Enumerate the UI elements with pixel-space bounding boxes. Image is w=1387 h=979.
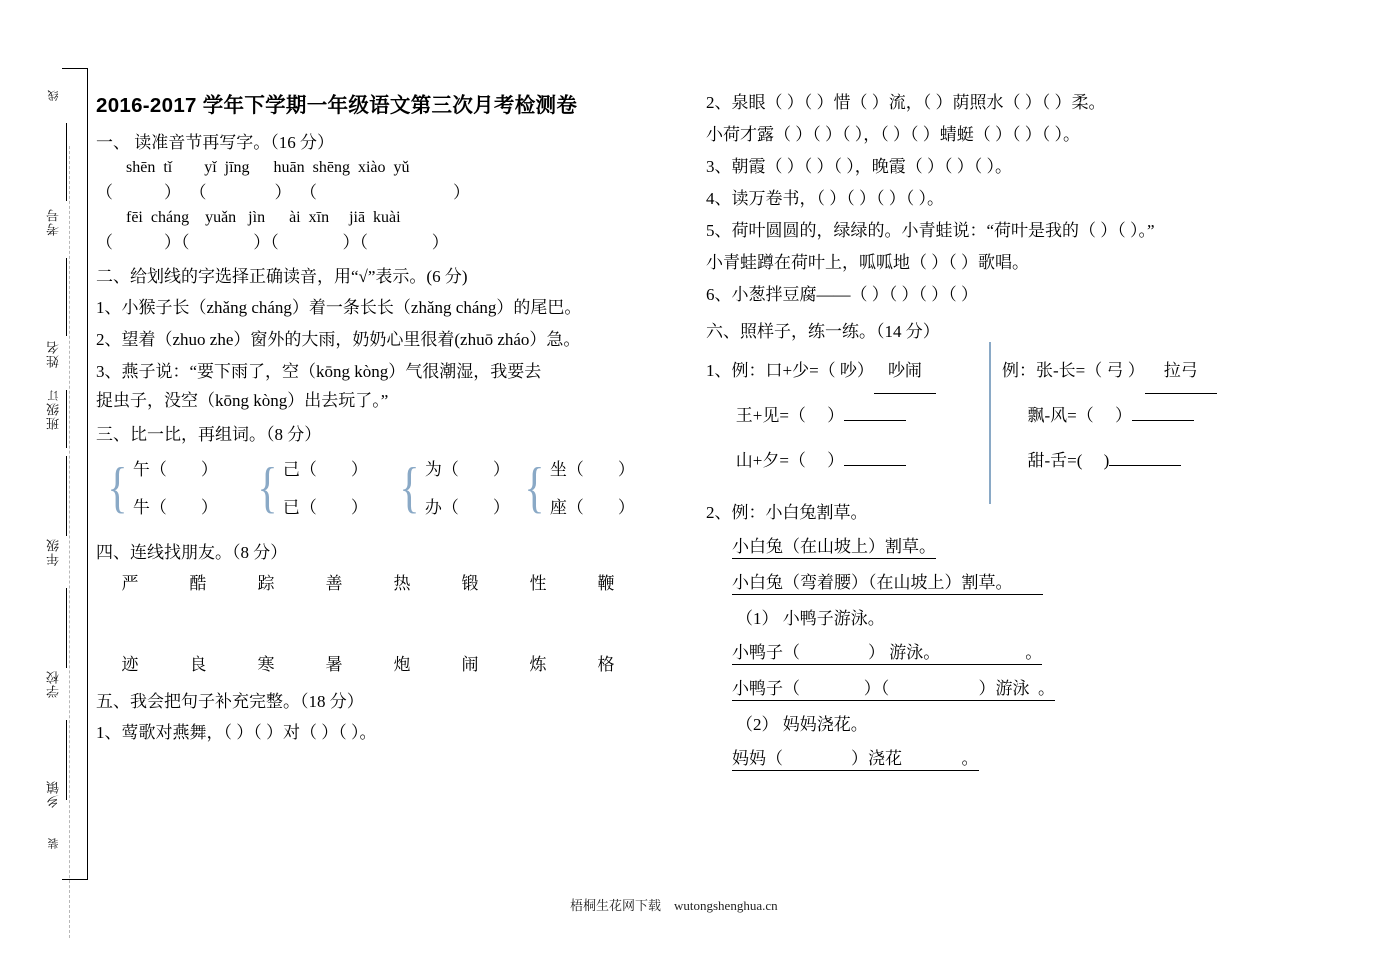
match-char[interactable]: 格 (597, 655, 615, 674)
match-char[interactable]: 炼 (529, 655, 547, 674)
section-5-item-2[interactable]: 2、泉眼（ ）（ ）惜（ ）流，（ ）荫照水（ ）（ ）柔。 (706, 93, 1106, 112)
section-5-item-5-cont[interactable]: 小青蛙蹲在荷叶上，呱呱地（ ）（ ）歌唱。 (706, 253, 1029, 272)
match-row-top[interactable] (96, 569, 676, 594)
char-math-row[interactable] (706, 438, 986, 483)
char-math-answer[interactable]: 拉弓 (1145, 348, 1217, 394)
brace-item-top[interactable]: 坐（ ） (549, 460, 635, 479)
section-4-heading: 四、连线找朋友。（8 分） (96, 543, 288, 562)
match-char[interactable]: 性 (529, 574, 547, 593)
char-math-answer-blank[interactable] (844, 449, 906, 466)
match-char[interactable]: 闹 (461, 655, 479, 674)
page-title: 2016-2017 学年下学期一年级语文第三次月考检测卷 (96, 94, 578, 117)
sub-question-1-blank-1[interactable] (706, 638, 1306, 665)
seal-rule-4 (66, 588, 67, 668)
char-math-row[interactable] (706, 348, 986, 393)
char-math-row[interactable] (706, 393, 986, 438)
seal-label-6: 学校 (46, 670, 61, 698)
section-5-item-1[interactable]: 1、莺歌对燕舞，（ ）（ ）对（ ）（ ）。 (96, 723, 377, 742)
brace-icon: { (399, 457, 420, 520)
brace-icon: { (524, 457, 545, 520)
brace-item-top[interactable]: 午（ ） (132, 460, 218, 479)
seal-label-7: 乡镇 (46, 780, 61, 808)
sentence-example-text: 小白兔（在山坡上）割草。 (732, 532, 936, 559)
section-5-item-4[interactable]: 4、读万卷书，（ ）（ ）（ ）（ ）。 (706, 189, 944, 208)
seal-dashed-line (69, 146, 70, 938)
section-5-heading: 五、我会把句子补充完整。（18 分） (96, 692, 364, 711)
seal-rule-5 (66, 720, 67, 800)
section-5-item-6[interactable]: 6、小葱拌豆腐——（ ）（ ）（ ）（ ） (706, 285, 978, 304)
section-1-heading: 一、 读准音节再写字。（16 分） (96, 133, 334, 152)
match-char[interactable]: 寒 (257, 655, 275, 674)
char-math-answer-blank[interactable] (1132, 404, 1194, 421)
match-char[interactable]: 酷 (189, 574, 207, 593)
char-math-left-col (706, 348, 986, 483)
sub-question-1-label: （1） 小鸭子游泳。 (736, 609, 885, 628)
seal-strip (18, 68, 88, 880)
brace-item-bottom[interactable]: 已（ ） (282, 498, 368, 517)
brace-item-top[interactable]: 己（ ） (282, 460, 368, 479)
match-char[interactable]: 踪 (257, 574, 275, 593)
answer-line[interactable]: 妈妈（ ）浇花 。 (732, 744, 979, 771)
char-math-answer[interactable]: 吵闹 (874, 348, 936, 394)
brace-item-bottom[interactable]: 牛（ ） (132, 498, 218, 517)
sub-question-2-blank-1[interactable] (706, 744, 1306, 771)
brace-item-bottom[interactable]: 办（ ） (424, 498, 510, 517)
char-math-prefix: 飘-风=（ ） (1002, 406, 1132, 425)
match-drawing-space[interactable] (96, 594, 676, 650)
seal-rule-0 (66, 123, 67, 201)
brace-item-top[interactable]: 为（ ） (424, 460, 510, 479)
char-math-prefix: 甜-舌=( ) (1002, 451, 1110, 470)
brace-group-2 (254, 451, 368, 527)
section-5-item-3[interactable]: 3、朝霞（ ）（ ）（ ），晚霞（ ）（ ）（ ）。 (706, 157, 1012, 176)
match-char[interactable]: 锻 (461, 574, 479, 593)
section-2-item-1[interactable]: 1、小猴子长（zhǎng cháng）着一条长长（zhǎng cháng）的尾巴。 (96, 298, 582, 317)
seal-label-3: 订 (48, 390, 60, 401)
match-row-bottom[interactable] (96, 650, 676, 675)
match-char[interactable]: 严 (121, 574, 139, 593)
char-math-answer-blank[interactable] (1109, 449, 1181, 466)
answer-brackets-row-1[interactable]: （ ） （ ） （ ） (96, 183, 470, 202)
section-2-item-3[interactable]: 3、燕子说：“要下雨了，空（kōng kòng）气很潮湿，我要去 (96, 362, 542, 381)
char-math-right-col (1002, 348, 1302, 483)
right-column (706, 88, 1306, 780)
vertical-divider (989, 342, 991, 504)
section-2-heading: 二、给划线的字选择正确读音，用“√”表示。(6 分) (96, 267, 468, 286)
char-math-prefix: 王+见=（ ） (706, 406, 845, 425)
brace-group-1 (104, 451, 218, 527)
pinyin-row-2: fēi cháng yuǎn jìn ài xīn jiā kuài (118, 209, 401, 226)
char-math-prefix: 1、例：口+少=（ 吵） (706, 361, 874, 380)
answer-line[interactable]: 小鸭子（ ）（ ）游泳 。 (732, 674, 1055, 701)
match-char[interactable]: 良 (189, 655, 207, 674)
brace-group-3 (396, 451, 510, 527)
seal-rule-2 (66, 390, 67, 448)
section-5-item-2-cont[interactable]: 小荷才露（ ）（ ）（ ），（ ）（ ）蜻蜓（ ）（ ）（ ）。 (706, 125, 1080, 144)
char-math-row[interactable] (1002, 348, 1302, 393)
match-char[interactable]: 迹 (121, 655, 139, 674)
sentence-example-1 (706, 532, 1306, 559)
sentence-expand-intro: 2、例：小白兔割草。 (706, 503, 868, 522)
seal-label-8: 装 (48, 838, 60, 849)
section-6-heading: 六、照样子，练一练。（14 分） (706, 322, 940, 341)
char-math-answer-blank[interactable] (844, 404, 906, 421)
brace-icon: { (107, 457, 128, 520)
sentence-example-2 (706, 568, 1306, 595)
left-column (96, 88, 676, 750)
seal-label-2: 姓名 (46, 340, 61, 368)
match-char[interactable]: 善 (325, 574, 343, 593)
seal-label-5: 年级 (46, 538, 61, 566)
sub-question-1-blank-2[interactable] (706, 674, 1306, 701)
section-2-item-2[interactable]: 2、望着（zhuo zhe）窗外的大雨，奶奶心里很着(zhuō zháo）急。 (96, 330, 581, 349)
brace-item-bottom[interactable]: 座（ ） (549, 498, 635, 517)
section-2-item-3-cont[interactable]: 捉虫子，没空（kōng kòng）出去玩了。” (96, 391, 389, 410)
seal-label-1: 考号 (46, 208, 61, 236)
answer-brackets-row-2[interactable]: （ ）（ ）（ ）（ ） (96, 233, 449, 252)
char-math-prefix: 例：张-长=（ 弓 ） (1002, 361, 1145, 380)
seal-rule-3 (66, 456, 67, 536)
char-math-prefix: 山+夕=（ ） (706, 451, 845, 470)
section-5-item-5[interactable]: 5、荷叶圆圆的，绿绿的。小青蛙说：“荷叶是我的（ ）（ ）。” (706, 221, 1155, 240)
seal-label-0: 线 (48, 90, 60, 101)
sentence-example-text: 小白兔（弯着腰）（在山坡上）割草。 (732, 568, 1043, 595)
page-footer: 梧桐生花网下载 wutongshenghua.cn (570, 898, 778, 913)
char-math-row[interactable] (1002, 393, 1302, 438)
sub-question-2-label: （2） 妈妈浇花。 (736, 715, 868, 734)
pinyin-row-1: shēn tǐ yǐ jīng huān shēng xiào yǔ (118, 159, 410, 176)
answer-line[interactable]: 小鸭子（ ） 游泳。 。 (732, 638, 1042, 665)
character-math-exercise (706, 348, 1306, 498)
match-char[interactable]: 鞭 (597, 574, 615, 593)
section-3-brace-groups (96, 451, 676, 529)
section-3-heading: 三、比一比，再组词。（8 分） (96, 425, 322, 444)
char-math-row[interactable] (1002, 438, 1302, 483)
match-char[interactable]: 暑 (325, 655, 343, 674)
match-char[interactable]: 热 (393, 574, 411, 593)
seal-rule-1 (66, 258, 67, 336)
seal-label-4: 班级 (46, 402, 61, 430)
match-char[interactable]: 炮 (393, 655, 411, 674)
brace-icon: { (257, 457, 278, 520)
brace-group-4 (521, 451, 635, 527)
